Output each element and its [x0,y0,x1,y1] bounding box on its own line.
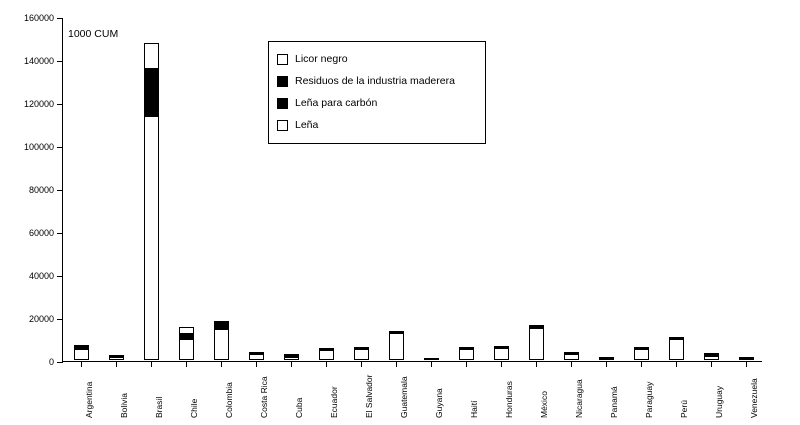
bar-group [284,356,299,360]
y-axis-tick-label: 120000 [23,99,54,109]
y-axis-tick [57,104,63,105]
bar-group [529,325,544,360]
legend-swatch-icon [277,120,288,131]
bar-group [704,355,719,360]
y-axis-tick [57,18,63,19]
x-axis-tick [431,362,432,367]
x-axis-tick-label: Bolivia [118,392,129,418]
x-axis-tick [396,362,397,367]
bar-group [739,359,754,360]
bar-segment [74,349,89,360]
x-axis-tick [151,362,152,367]
x-axis-tick-label: México [538,391,549,418]
x-axis-tick [466,362,467,367]
x-axis-tick [291,362,292,367]
bar-segment [319,350,334,360]
y-axis-tick [57,276,63,277]
bar-segment [214,321,229,323]
bar-group [494,348,509,360]
bar-segment [459,349,474,360]
legend-label: Residuos de la industria maderera [295,75,455,87]
legend-item-residuos-industria-maderera [277,70,477,92]
legend-item-licor-negro [277,48,477,70]
y-axis-tick-label: 60000 [28,228,54,238]
x-axis-tick [711,362,712,367]
x-axis-tick-label: Cuba [293,397,304,418]
y-axis-tick-label: 40000 [28,271,54,281]
y-axis-tick-label: 20000 [28,314,54,324]
bar-group [319,349,334,360]
x-axis-tick-label: Colombia [223,382,234,418]
bar-segment [634,349,649,360]
bar-segment [494,348,509,360]
legend-swatch-icon [277,98,288,109]
y-axis-tick [57,190,63,191]
x-axis-tick-label: Guyana [433,388,444,418]
bar-segment [599,357,614,359]
bar-segment [354,347,369,349]
bar-segment [634,347,649,349]
y-axis-tick-label: 100000 [23,142,54,152]
bar-segment [74,347,89,349]
bar-segment [179,334,194,339]
y-axis-tick [57,147,63,148]
bar-segment [564,352,579,354]
legend-label: Leña [295,119,319,131]
x-axis-tick-label: Honduras [503,381,514,418]
legend-item-lena [277,114,477,136]
x-axis-tick [221,362,222,367]
bar-group [354,348,369,360]
bar-segment [144,43,159,69]
y-axis-tick-label: 140000 [23,56,54,66]
bar-segment [354,349,369,360]
x-axis-tick-label: Nicaragua [573,379,584,418]
x-axis-tick-label: Perú [678,400,689,418]
bar-segment [214,323,229,329]
x-axis-tick [186,362,187,367]
bar-group [634,347,649,360]
x-axis-tick-label: Paraguay [643,381,654,418]
x-axis-tick [536,362,537,367]
x-axis-tick-label: Venezuela [748,378,759,418]
bar-group [669,339,684,361]
bar-group [389,332,404,360]
y-axis-tick [57,233,63,234]
y-axis-tick-label: 160000 [23,13,54,23]
bar-segment [249,354,264,360]
bar-segment [284,357,299,360]
bar-segment [109,355,124,357]
x-axis-tick [571,362,572,367]
bar-segment [144,69,159,116]
bar-group [249,354,264,360]
y-axis-tick-label: 80000 [28,185,54,195]
bar-segment [214,329,229,360]
x-axis-tick [501,362,502,367]
bar-segment [529,325,544,328]
bar-segment [494,346,509,348]
bar-group [74,346,89,360]
legend-label: Leña para carbón [295,97,378,109]
bar-group [109,357,124,360]
x-axis-tick [606,362,607,367]
bar-segment [319,348,334,350]
x-axis-tick-label: Panamá [608,386,619,418]
x-axis-tick [746,362,747,367]
x-axis-tick [81,362,82,367]
x-axis-tick [641,362,642,367]
bar-segment [669,339,684,360]
x-axis-tick-label: Uruguay [713,385,724,418]
bar-group [179,327,194,360]
bar-segment [74,345,89,347]
legend-item-lena-para-carbon [277,92,477,114]
y-axis-tick [57,319,63,320]
bar-segment [424,358,439,360]
x-axis-tick [361,362,362,367]
x-axis-tick [676,362,677,367]
bar-group [599,358,614,360]
bar-segment [739,357,754,359]
y-axis-tick [57,362,63,363]
bar-group [459,348,474,360]
bar-segment [389,333,404,360]
bar-segment [459,347,474,349]
bar-segment [109,357,124,360]
x-axis-tick [256,362,257,367]
x-axis-tick [326,362,327,367]
bar-segment [669,337,684,339]
bar-segment [704,356,719,360]
y-axis-tick [57,61,63,62]
bar-group [564,353,579,360]
bar-segment [144,116,159,360]
x-axis-tick-label: Guatemala [398,376,409,418]
legend-swatch-icon [277,76,288,87]
unit-caption: 1000 CUM [68,28,119,40]
legend-swatch-icon [277,54,288,65]
bar-group [214,322,229,360]
y-axis-tick-label: 0 [48,357,54,367]
x-axis-tick-label: El Salvador [363,374,374,418]
legend-label: Licor negro [295,53,348,65]
x-axis-tick [116,362,117,367]
legend [268,41,486,144]
bar-group [424,359,439,360]
x-axis-tick-label: Ecuador [328,386,339,418]
bar-segment [529,328,544,360]
x-axis-tick-label: Argentina [83,381,94,418]
bar-segment [249,352,264,354]
bar-segment [179,327,194,334]
x-axis-tick-label: Chile [188,398,199,418]
bar-segment [704,353,719,355]
bar-segment [179,339,194,361]
bar-segment [564,354,579,360]
x-axis-tick-label: Costa Rica [258,376,269,418]
x-axis-tick-label: Brasil [153,396,164,418]
bar-segment [389,331,404,333]
bar-segment [284,354,299,356]
x-axis-tick-label: Haití [468,400,479,418]
bar-group [144,43,159,360]
